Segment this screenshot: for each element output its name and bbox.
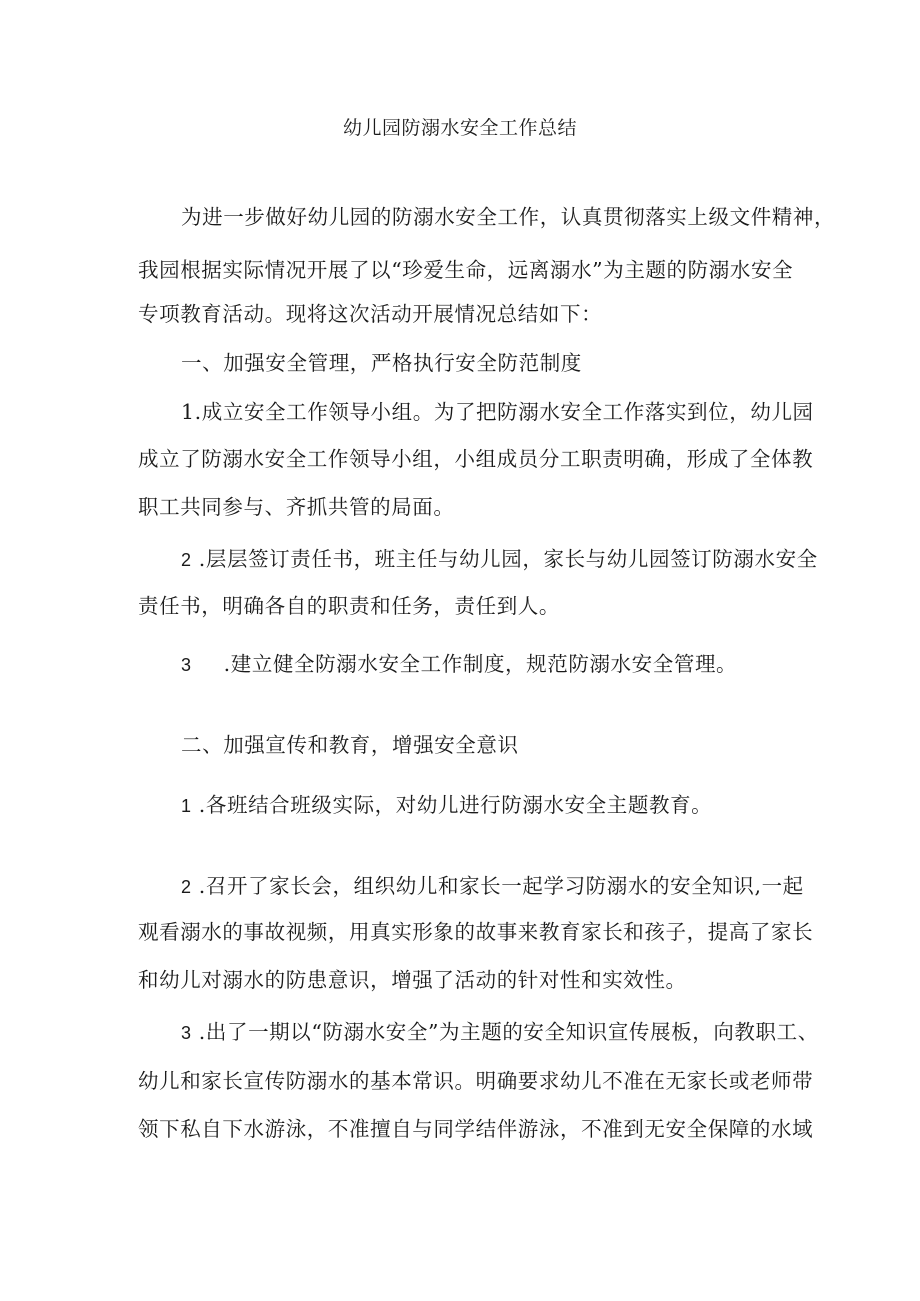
section2-item1-number: 1 (181, 796, 192, 816)
section1-item1-line-1: 1.成立安全工作领导小组。为了把防溺水安全工作落实到位，幼儿园 (181, 400, 814, 424)
document-title: 幼儿园防溺水安全工作总结 (342, 117, 577, 139)
section1-item1-line-2: 成立了防溺水安全工作领导小组，小组成员分工职责明确，形成了全体教 (138, 447, 814, 471)
section2-heading: 二、加强宣传和教育，增强安全意识 (181, 733, 519, 757)
section2-item2-line-2: 观看溺水的事故视频，用真实形象的故事来教育家长和孩子，提高了家长 (138, 920, 814, 944)
section2-item3-line-1 (181, 1018, 819, 1047)
section2-item2-line-3: 和幼儿对溺水的防患意识，增强了活动的针对性和实效性。 (138, 968, 687, 992)
intro-line-3: 专项教育活动。现将这次活动开展情况总结如下： (138, 302, 603, 326)
section1-heading: 一、加强安全管理，严格执行安全防范制度 (181, 351, 582, 375)
section2-item2-number: 2 (181, 877, 192, 897)
section2-item3-number: 3 (181, 1023, 192, 1043)
section2-item3-line-3: 领下私自下水游泳，不准擅自与同学结伴游泳，不准到无安全保障的水域 (138, 1117, 814, 1141)
section1-item2-text: .层层签订责任书，班主任与幼儿园，家长与幼儿园签订防溺水安全 (198, 547, 818, 571)
section2-item1-text: .各班结合班级实际，对幼儿进行防溺水安全主题教育。 (198, 793, 713, 817)
section1-item2-line-1 (181, 545, 818, 574)
intro-line-2: 我园根据实际情况开展了以“珍爱生命，远离溺水”为主题的防溺水安全 (138, 258, 794, 282)
section1-item2-number: 2 (181, 550, 192, 570)
section1-item3-line (181, 650, 737, 679)
section1-item2-line-2: 责任书，明确各自的职责和任务，责任到人。 (138, 594, 560, 618)
section2-item2-line-1 (181, 872, 804, 901)
section1-item3-number: 3 (181, 655, 192, 675)
intro-line-1: 为进一步做好幼儿园的防溺水安全工作，认真贯彻落实上级文件精神， (181, 205, 836, 229)
section1-item3-text: .建立健全防溺水安全工作制度，规范防溺水安全管理。 (223, 652, 738, 676)
section2-item1-line (181, 791, 712, 820)
section1-item1-line-3: 职工共同参与、齐抓共管的局面。 (138, 495, 455, 519)
section2-item3-line-2: 幼儿和家长宣传防溺水的基本常识。明确要求幼儿不准在无家长或老师带 (138, 1069, 814, 1093)
section2-item3-text: .出了一期以“防溺水安全”为主题的安全知识宣传展板，向教职工、 (198, 1020, 819, 1044)
section2-item2-text: .召开了家长会，组织幼儿和家长一起学习防溺水的安全知识,一起 (198, 874, 804, 898)
